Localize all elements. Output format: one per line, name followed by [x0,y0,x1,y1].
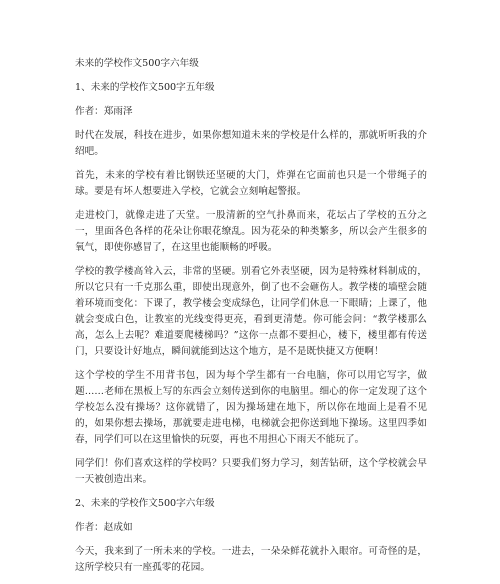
section-heading: 2、未来的学校作文500字六年级 [75,498,215,509]
paragraph: 首先，未来的学校有着比钢铁还坚硬的大门，炸弹在它面前也只是一个带绳子的球。要是有坏人想要进入学校，它就会立刻响起警报。 [75,170,427,197]
author-line: 作者：郑雨泽 [75,106,133,117]
document-title: 未来的学校作文500字六年级 [75,58,199,69]
document-page [75,56,427,584]
section-heading: 1、未来的学校作文500字五年级 [75,82,215,93]
paragraph: 这个学校的学生不用背书包，因为每个学生都有一台电脑，你可以用它写字，做题……老师在黑板上写的东西会立刻传送到你的电脑里。细心的你一定发现了这个学校怎么没有操场？这你就错了，因为操场建在地下，所以你在地面上是看不见的，如果你想去操场，那就要走进电梯，电梯就会把你送到地下操场。这里四季如春，同学们可以在这里愉快的玩耍，再也不用担心下雨天不能玩了。 [75,370,427,445]
paragraph: 时代在发展，科技在进步，如果你想知道未来的学校是什么样的，那就听听我的介绍吧。 [75,130,427,157]
paragraph: 同学们！你们喜欢这样的学校吗？只要我们努力学习，刻苦钻研，这个学校就会早一天被创造出来。 [75,458,427,485]
essay-section-2 [75,496,427,576]
paragraph: 今天，我来到了一所未来的学校。一进去，一朵朵鲜花就扑入眼帘。可奇怪的是，这所学校只有一座孤零的花园。 [75,546,427,573]
paragraph: 学校的教学楼高耸入云，非常的坚硬。别看它外表坚硬，因为是特殊材料制成的，所以它只有一千克那么重，即使出现意外，倒了也不会砸伤人。教学楼的墙壁会随着环境而变化：下课了，教学楼会变成绿色，让同学们休息一下眼睛；上课了，他就会变成白色，让教室的光线变得更亮，看到更清楚。你可能会问：“教学楼那么高，怎么上去呢？难道要爬楼梯吗？”这你一点都不要担心，楼下，楼里都有传送门，只要设计好地点，瞬间就能到达这个地方，是不是既快捷又方便啊！ [75,266,427,357]
author-line: 作者：赵成如 [75,522,133,533]
paragraph: 走进校门，就像走进了天堂。一股清新的空气扑鼻而来，花坛占了学校的五分之一，里面各色各样的花朵让你眼花缭乱。因为花朵的种类繁多，所以会产生很多的氧气，即使你感冒了，在这里也能顺畅的呼吸。 [75,210,427,253]
essay-section-1 [75,80,427,488]
